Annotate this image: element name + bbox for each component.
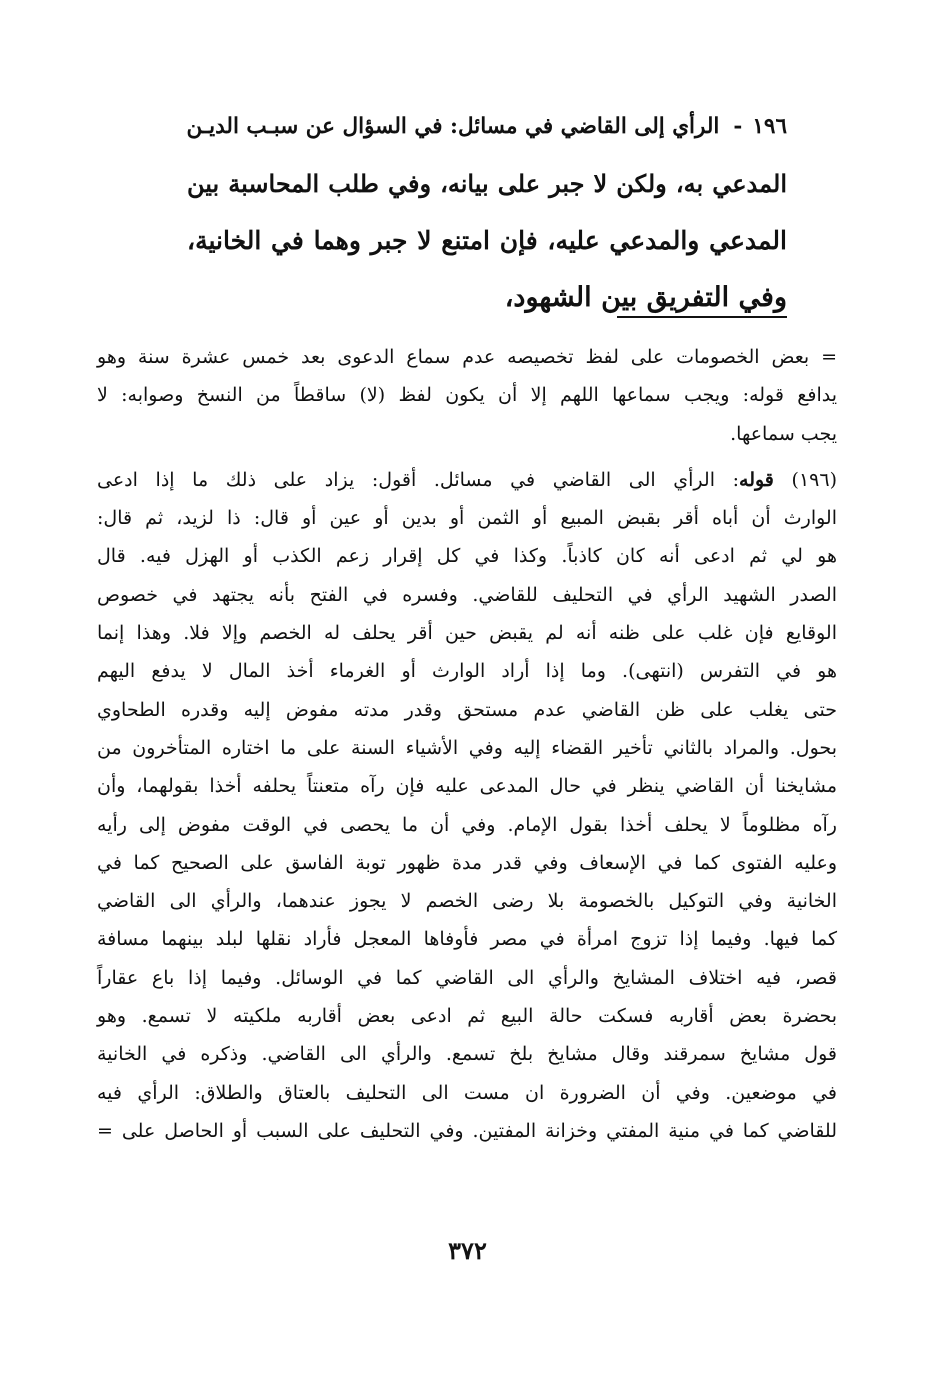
entry-number: ١٩٦ <box>752 114 787 139</box>
entry-line-2: المدعي به، ولكن لا جبر على بيانه، وفي طلب المحاسبة بين <box>187 169 787 198</box>
note-line: وعليه الفتوى كما في الإسعاف وفي قدر مدة ظهور توبة الفاسق على الصحيح كما في <box>97 851 837 874</box>
footnotes <box>97 338 837 1150</box>
page-number: ٣٧٢ <box>448 1236 487 1265</box>
note-line: حتى يغلب على ظن القاضي عدم مستحق وقدر مدته مفوض إليه وقدره الطحاوي <box>97 698 837 721</box>
note-label: قوله <box>739 468 774 491</box>
footnote-separator <box>617 316 787 318</box>
footnote-continuation-line: يدافع قوله: ويجب سماعها اللهم إلا أن يكون لفظ (لا) ساقطاً من النسخ وصوابه: لا <box>97 384 837 407</box>
note-line: الوقايع فإن غلب على ظنه أنه لم يقبض حين أقر يحلف له الخصم وإلا فلا. وهذا إنما <box>97 622 837 645</box>
footnote-continuation-line: يجب سماعها. <box>730 422 837 445</box>
main-entry <box>187 98 787 326</box>
note-line: للقاضي كما في منية المفتي وخزانة المفتين. وفي التحليف على السبب أو الحاصل على = <box>97 1119 837 1142</box>
note-line: بحول. والمراد بالثاني تأخير القضاء إليه وفي الأشياء السنة على ما اختاره المتأخرون من <box>97 736 837 759</box>
note-ref: (١٩٦) <box>791 468 837 491</box>
note-line: هو في التفرس (انتهى). وما إذا أراد الوارث أو الغرماء أخذ المال لا يدفع اليهم <box>97 660 837 683</box>
entry-line-3: المدعي والمدعي عليه، فإن امتنع لا جبر وهما في الخانية، <box>187 226 787 255</box>
note-line-first <box>97 461 837 499</box>
entry-dash: - <box>733 114 743 139</box>
entry-line-4: وفي التفريق بين الشهود، <box>504 282 787 313</box>
note-line: بحضرة بعض أقاربه فسكت حالة البيع ثم ادعى بعض أقاربه ملكيته لا تسمع. وهو <box>97 1005 837 1028</box>
note-line: هو لي ثم ادعى أنه كان كاذباً. وكذا في كل إقرار زعم الكذب أو الهزل فيه. قال <box>97 545 837 568</box>
note-line: مشايخنا أن القاضي ينظر في حال المدعى عليه فإن رآه متعنتاً يحلفه أخذا بقولهما، وأن <box>97 775 837 798</box>
footnote-continuation-line: = بعض الخصومات على لفظ تخصيصه عدم سماع الدعوى بعد خمس عشرة سنة وهو <box>97 346 837 368</box>
entry-line-1 <box>187 98 787 155</box>
note-first-text: : الرأي الى القاضي في مسائل. أقول: يزاد على ذلك ما إذا ادعى <box>97 468 740 491</box>
note-line: في موضعين. وفي أن الضرورة ان مست الى التحليف بالعتاق والطلاق: الرأي فيه <box>97 1081 837 1104</box>
note-line: الوارث أن أباه أقر بقبض المبيع أو الثمن أو بدين أو عين أو قال: ذا لزيد، ثم قال: <box>97 507 837 530</box>
note-line: الخانية وفي التوكيل بالخصومة بلا رضى الخصم لا يجوز عندهما، والرأي الى القاضي <box>97 890 837 913</box>
note-line: رآه مظلوماً لا يحلف أخذا بقول الإمام. وفي أن ما يحصى في الوقت مفوض إلى رأيه <box>97 813 837 836</box>
entry-text: الرأي إلى القاضي في مسائل: في السؤال عن سبـب الديـن <box>186 114 720 139</box>
note-line: الصدر الشهيد الرأي في التحليف للقاضي. وفسره في الفتح بأنه يجتهد في خصوص <box>97 583 837 606</box>
note-line: كما فيها. وفيما إذا تزوج امرأة في مصر فأوفاها المعجل فأراد نقلها لبلد بينهما مسافة <box>97 928 837 951</box>
note-line: قول مشايخ سمرقند وقال مشايخ بلخ تسمع. والرأي الى القاضي. وذكره في الخانية <box>97 1043 837 1066</box>
footnote-spacer <box>97 453 837 461</box>
note-line: قصر، فيه اختلاف المشايخ والرأي الى القاضي كما في الوسائل. وفيما إذا باع عقاراً <box>97 966 837 989</box>
